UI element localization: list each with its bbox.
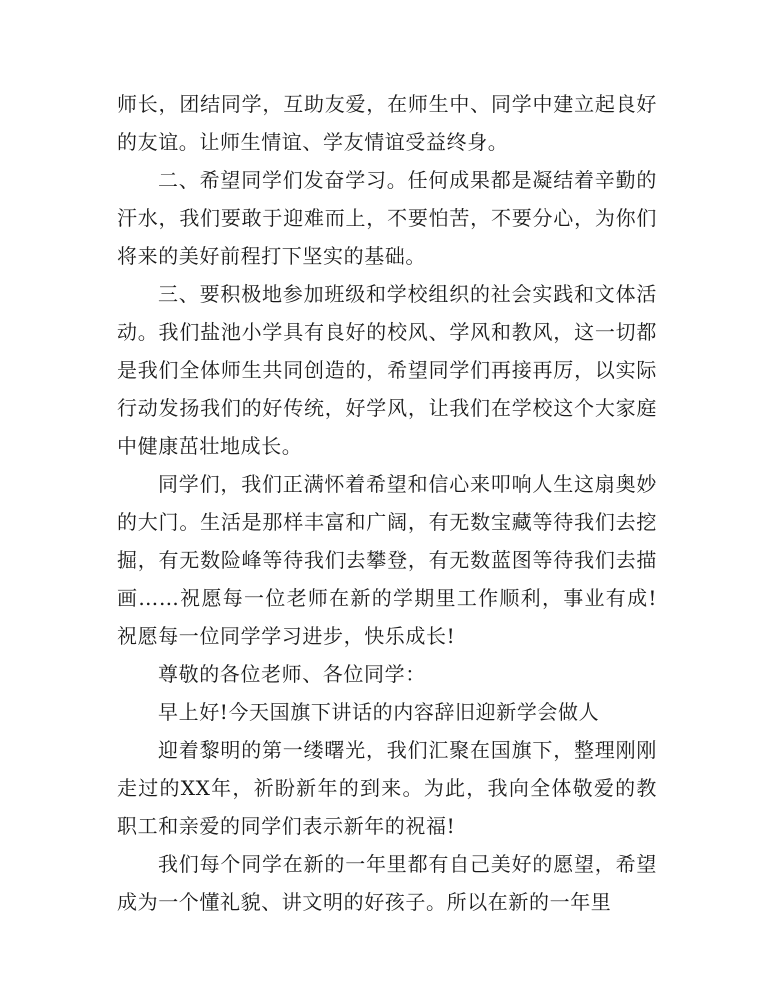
document-body	[117, 85, 657, 921]
paragraph-closing-wishes: 同学们，我们正满怀着希望和信心来叩响人生这扇奥妙的大门。生活是那样丰富和广阔，有无数宝藏等待我们去挖掘，有无数险峰等待我们去攀登，有无数蓝图等待我们去描画……祝愿每一位老师在新的学期里工作顺利，事业有成!祝愿每一位同学学习进步，快乐成长!	[117, 472, 657, 648]
paragraph-salutation: 尊敬的各位老师、各位同学：	[158, 662, 426, 686]
paragraph-new-year: 迎着黎明的第一缕曙光，我们汇聚在国旗下，整理刚刚走过的XX年，祈盼新年的到来。为此，我向全体敬爱的教职工和亲爱的同学们表示新年的祝福!	[117, 738, 657, 838]
paragraph-greeting-topic: 早上好!今天国旗下讲话的内容辞旧迎新学会做人	[158, 700, 600, 724]
paragraph-point-three: 三、要积极地参加班级和学校组织的社会实践和文体活动。我们盐池小学具有良好的校风、学风和教风，这一切都是我们全体师生共同创造的，希望同学们再接再厉，以实际行动发扬我们的好传统，好学风，让我们在学校这个大家庭中健康茁壮地成长。	[117, 282, 657, 458]
paragraph-point-two: 二、希望同学们发奋学习。任何成果都是凝结着辛勤的汗水，我们要敢于迎难而上，不要怕苦，不要分心，为你们将来的美好前程打下坚实的基础。	[117, 168, 657, 268]
paragraph-continued: 师长，团结同学，互助友爱，在师生中、同学中建立起良好的友谊。让师生情谊、学友情谊受益终身。	[117, 92, 657, 154]
paragraph-wishes: 我们每个同学在新的一年里都有自己美好的愿望，希望成为一个懂礼貌、讲文明的好孩子。所以在新的一年里	[117, 852, 657, 914]
